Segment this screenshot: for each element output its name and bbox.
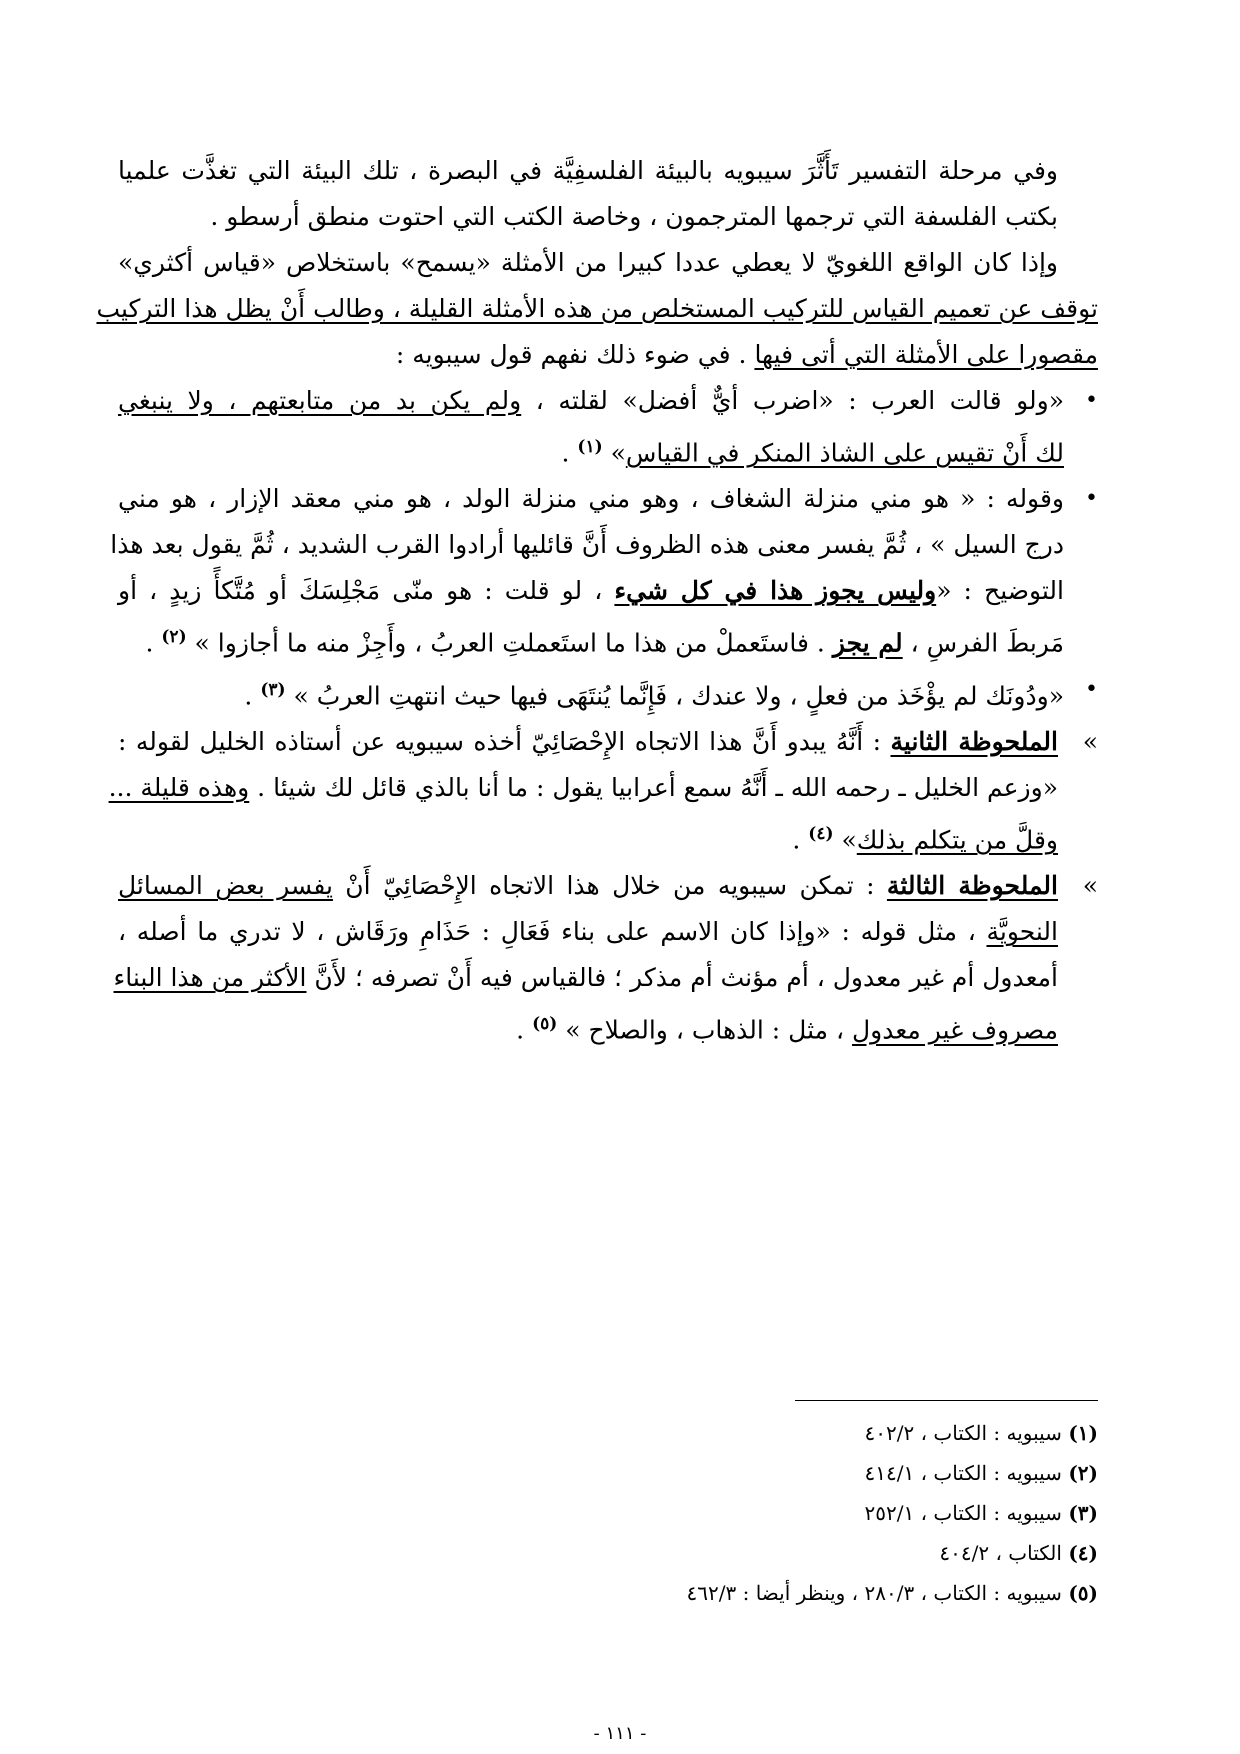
page-body [96,148,1098,1054]
observation-2 [108,719,1098,863]
text-span: ، مثل قوله : «وإذا كان الاسم على بناء فَعَالِ : حَذَامِ ورَقَاش ، لا تدري ما أصله ، [118,917,987,947]
text-span: التوضيح : « [936,576,1064,606]
text-line [118,863,1058,909]
text-line [118,378,1064,424]
text-line [118,568,1064,614]
footnote-number: (٢) [1068,1461,1098,1485]
footnote-item [687,1573,1098,1613]
underlined-text: ولم يكن بد من متابعتهم ، ولا ينبغي [118,386,522,415]
text-span: . [145,628,162,658]
text-line [118,909,1058,955]
footnote-number: (٤) [1068,1541,1098,1565]
underlined-text: النحويَّة [986,917,1058,947]
text-span: : تمكن سيبويه من خلال هذا الاتجاه الإِحْصَائِيّ أَنْ [332,871,887,901]
footnote-text: سيبويه : الكتاب ، ٤٠٢/٢ [864,1421,1069,1445]
quote-bullet-1 [118,378,1098,476]
text-span: . [561,438,578,468]
underlined-text: يفسر بعض المسائل [118,871,333,901]
bold-underlined-text: لم يجز [832,628,903,658]
footnote-text: سيبويه : الكتاب ، ٤١٤/١ [864,1461,1069,1485]
text-line [118,719,1058,765]
text-span: ، مثل : الذهاب ، والصلاح » [557,1015,853,1045]
footnotes [687,1413,1098,1613]
text-span: » [833,825,857,855]
quote-mark-icon: » [1082,726,1098,756]
text-line [118,424,1064,476]
bullet-icon: • [1085,486,1098,512]
footnote-ref: (٢) [161,627,187,648]
underlined-text: وقلَّ من يتكلم بذلك [856,825,1058,855]
text-line [118,332,1098,378]
text-line: وقوله : « هو مني منزلة الشغاف ، وهو مني منزلة الولد ، هو مني معقد الإزار ، هو مني [118,484,1064,514]
footnote-item [687,1493,1098,1533]
underlined-text: توقف عن تعميم القياس للتركيب المستخلص من هذه الأمثلة القليلة ، وطالب أَنْ يظل هذا التركيب [96,294,1098,323]
footnote-text: سيبويه : الكتاب ، ٢٨٠/٣ ، وينظر أيضا : ٤٦٢/٣ [686,1581,1069,1605]
footnote-item [687,1413,1098,1453]
footnote-number: (٣) [1068,1501,1098,1525]
footnote-text: الكتاب ، ٤٠٤/٢ [939,1541,1069,1565]
footnote-ref: (٥) [532,1014,558,1035]
underlined-text: لك أَنْ تقيس على الشاذ المنكر في القياس [625,438,1064,468]
text-line [118,614,1064,666]
text-span: ، لو قلت : هو منّى مَجْلِسَكَ أو مُتَّكأً زيدٍ ، أو [118,576,615,606]
text-line: وإذا كان الواقع اللغويّ لا يعطي عددا كبيرا من الأمثلة «يسمح» باستخلاص «قياس أكثري» [118,248,1058,277]
footnote-ref: (١) [577,437,603,457]
text-line: وفي مرحلة التفسير تَأَثَّرَ سيبويه بالبيئة الفلسفِيَّة في البصرة ، تلك البيئة التي تغذَّت علميا [118,156,1058,185]
text-span: . في ضوء ذلك نفهم قول سيبويه : [395,340,755,369]
text-span: «ولو قالت العرب : «اضرب أيٌّ أفضل» لقلته ، [521,386,1065,415]
footnote-divider [795,1400,1098,1401]
paragraph-1 [118,148,1098,240]
paragraph-2 [96,240,1098,378]
footnote-item [687,1453,1098,1493]
text-line [108,765,1058,811]
footnote-ref: (٤) [808,823,834,844]
observation-3 [113,863,1098,1053]
text-span: «وزعم الخليل ـ رحمه الله ـ أَنَّهُ سمع أعرابيا يقول : ما أنا بالذي قائل لك شيئا . [249,772,1058,802]
text-span: : أَنَّهُ يبدو أَنَّ هذا الاتجاه الإِحْصَائِيّ أخذه سيبويه عن أستاذه الخليل لقوله : [118,726,891,756]
quote-mark-icon: » [1082,871,1098,901]
underlined-text: الأكثر من هذا البناء [113,963,307,993]
footnote-item [687,1533,1098,1573]
observation-title: الملحوظة الثانية [890,726,1058,756]
underlined-text: مقصورا على الأمثلة التي أتى فيها [754,340,1098,369]
bullet-icon: • [1085,676,1098,702]
underlined-text: مصروف غير معدول [852,1015,1058,1045]
text-line [118,667,1064,719]
bold-underlined-text: وليس يجوز هذا في كل شيء [614,576,937,606]
text-line [118,1001,1058,1053]
text-span: «ودُونَك لم يؤْخَذ من فعلٍ ، ولا عندك ، فَإِنَّما يُنتَهَى فيها حيث انتهتِ العربُ » [285,680,1064,710]
footnote-number: (٥) [1068,1581,1098,1605]
text-span: . [516,1015,533,1045]
text-span: . [244,680,261,710]
footnote-text: سيبويه : الكتاب ، ٢٥٢/١ [864,1501,1069,1525]
text-span: مَربطَ الفرسِ ، [902,628,1064,658]
text-span: » [602,438,626,468]
quote-bullet-2 [110,476,1098,666]
quote-bullet-3 [118,667,1098,719]
footnote-number: (١) [1068,1421,1098,1445]
footnote-ref: (٣) [260,679,286,700]
text-line [118,811,1058,863]
text-line: درج السيل » ، ثُمَّ يفسر معنى هذه الظروف أَنَّ قائليها أرادوا القرب الشديد ، ثُمَّ يقول بعد هذا [110,530,1064,560]
page-number: - ١١١ - [593,1723,647,1744]
text-span: أمعدول أم غير معدول ، أم مؤنث أم مذكر ؛ فالقياس فيه أَنْ تصرفه ؛ لأَنَّ [306,963,1058,993]
text-line [113,955,1058,1001]
text-span: . [792,825,809,855]
observation-title: الملحوظة الثالثة [886,871,1058,901]
text-line [96,286,1098,332]
text-line: بكتب الفلسفة التي ترجمها المترجمون ، وخاصة الكتب التي احتوت منطق أرسطو . [210,202,1058,231]
bullet-icon: • [1085,388,1098,413]
underlined-text: وهذه قليلة ... [108,772,250,802]
text-span: . فاستَعملْ من هذا ما استَعملتِ العربُ ، وأَجِزْ منه ما أجازوا » [186,628,833,658]
